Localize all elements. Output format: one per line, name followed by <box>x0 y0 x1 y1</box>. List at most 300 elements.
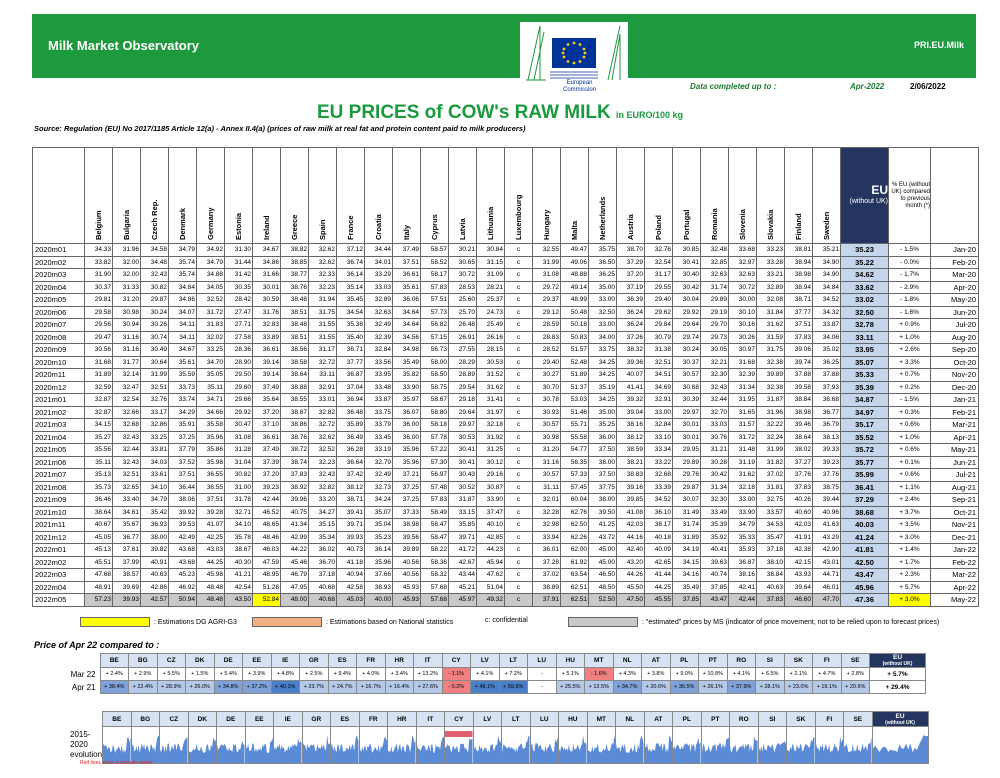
price-cell: 33.00 <box>589 319 617 332</box>
price-cell: 32.62 <box>309 256 337 269</box>
price-cell: 30.10 <box>729 306 757 319</box>
evolution-sparkline <box>616 727 644 763</box>
price-cell: 57.30 <box>421 456 449 469</box>
price-cell: 39.32 <box>617 394 645 407</box>
price-cell: 38.84 <box>785 394 813 407</box>
price-cell: 48.46 <box>253 531 281 544</box>
price-cell: 29.55 <box>645 281 673 294</box>
price-cell: 37.83 <box>757 594 785 607</box>
evolution-sparkline <box>217 727 245 763</box>
sparkline-cell <box>530 727 559 764</box>
price-cell: 34.67 <box>253 244 281 257</box>
period-cell: 2020m07 <box>33 319 85 332</box>
price-cell: 47.68 <box>85 569 113 582</box>
price-cell: 33.90 <box>477 494 505 507</box>
price-cell: 40.10 <box>477 519 505 532</box>
eu-price-cell: 47.36 <box>841 594 889 607</box>
price-cell: 35.13 <box>85 469 113 482</box>
price-cell: 36.00 <box>589 431 617 444</box>
price-cell: 44.26 <box>617 569 645 582</box>
month-cell: Jan-20 <box>931 244 979 257</box>
legend-estimated: : "estimated" prices by MS (indicator of price movement, not to be relied upon to forecast prices) <box>568 617 939 627</box>
price-cell: 32.89 <box>757 281 785 294</box>
price-cell: 38.81 <box>785 244 813 257</box>
price-cell: 30.05 <box>701 344 729 357</box>
price-cell: c <box>505 294 533 307</box>
price-cell: 35.39 <box>701 519 729 532</box>
eu-code: EU (without UK) <box>872 712 928 727</box>
price-cell: 30.76 <box>701 431 729 444</box>
price-cell: 30.57 <box>533 469 561 482</box>
price-cell: 36.61 <box>253 344 281 357</box>
price-cell: 29.81 <box>85 294 113 307</box>
table-row <box>33 344 979 357</box>
price-cell: 45.46 <box>281 556 309 569</box>
country-code: RO <box>727 654 756 668</box>
price-cell: 31.96 <box>113 244 141 257</box>
price-cell: 49.14 <box>561 281 589 294</box>
period-cell: 2021m08 <box>33 481 85 494</box>
price-cell: 42.49 <box>169 531 197 544</box>
price-cell: 32.63 <box>729 269 757 282</box>
table-row <box>33 556 979 569</box>
price-cell: 40.09 <box>645 544 673 557</box>
price-cell: 40.63 <box>757 581 785 594</box>
price-cell: 33.49 <box>701 506 729 519</box>
price-cell: c <box>505 281 533 294</box>
price-cell: 33.22 <box>645 456 673 469</box>
price-cell: 46.79 <box>281 569 309 582</box>
comparison-cell: + 7.2% <box>499 668 528 681</box>
pct-change-cell: + 1.4% <box>889 544 931 557</box>
price-cell: 41.72 <box>449 544 477 557</box>
period-cell: 2021m10 <box>33 506 85 519</box>
data-completed-line <box>690 82 946 91</box>
price-cell: 32.38 <box>757 381 785 394</box>
pct-change-cell: + 2.6% <box>889 344 931 357</box>
price-cell: 39.69 <box>113 581 141 594</box>
comparison-cell: + 40.1% <box>271 681 300 694</box>
month-cell: Oct-20 <box>931 356 979 369</box>
price-cell: 31.99 <box>757 444 785 457</box>
price-cell: 31.16 <box>533 456 561 469</box>
price-cell: 42.58 <box>337 581 365 594</box>
eu-price-cell: 41.24 <box>841 531 889 544</box>
price-cell: 30.24 <box>673 344 701 357</box>
country-code: GR <box>300 654 329 668</box>
price-cell: 58.50 <box>421 369 449 382</box>
price-cell: 31.41 <box>477 394 505 407</box>
country-code: GR <box>302 712 331 727</box>
comparison-cell: + 24.7% <box>328 681 357 694</box>
pct-change-cell: - 1.7% <box>889 269 931 282</box>
price-cell: 33.25 <box>197 344 225 357</box>
pct-change-cell: - 1.5% <box>889 244 931 257</box>
comparison-table <box>70 653 926 694</box>
eu-price-cell: 35.39 <box>841 381 889 394</box>
price-cell: 32.39 <box>365 331 393 344</box>
comparison-row-label: Apr 21 <box>71 682 96 692</box>
price-cell: 31.48 <box>729 444 757 457</box>
country-code: MT <box>585 654 614 668</box>
price-cell: 35.00 <box>589 406 617 419</box>
price-cell: 35.97 <box>393 394 421 407</box>
month-cell: May-20 <box>931 294 979 307</box>
price-cell: 37.51 <box>169 469 197 482</box>
price-cell: 42.03 <box>617 519 645 532</box>
period-cell: 2021m12 <box>33 531 85 544</box>
price-cell: 45.51 <box>85 556 113 569</box>
period-cell: 2022m04 <box>33 581 85 594</box>
price-cell: 38.21 <box>617 456 645 469</box>
price-cell: 38.83 <box>617 469 645 482</box>
price-cell: 32.63 <box>365 306 393 319</box>
price-cell: 31.75 <box>309 306 337 319</box>
period-cell: 2021m09 <box>33 494 85 507</box>
price-cell: 45.50 <box>617 581 645 594</box>
price-cell: 33.89 <box>253 331 281 344</box>
price-cell: 30.70 <box>533 381 561 394</box>
price-cell: 48.91 <box>85 581 113 594</box>
price-cell: 29.76 <box>673 469 701 482</box>
sparkline-cell <box>844 727 873 764</box>
comparison-cell: + 23.0% <box>784 681 813 694</box>
price-cell: 30.74 <box>141 331 169 344</box>
price-cell: 33.87 <box>813 319 841 332</box>
price-cell: 38.57 <box>113 569 141 582</box>
price-cell: 36.28 <box>337 444 365 457</box>
price-cell: 31.75 <box>757 344 785 357</box>
price-cell: 34.25 <box>589 394 617 407</box>
price-cell: 58.22 <box>421 544 449 557</box>
price-cell: 34.58 <box>141 244 169 257</box>
price-cell: 31.87 <box>757 394 785 407</box>
country-code: LU <box>530 712 559 727</box>
price-cell: 38.94 <box>785 256 813 269</box>
price-cell: 33.57 <box>757 506 785 519</box>
sparkline-cell <box>473 727 502 764</box>
price-cell: 37.76 <box>813 469 841 482</box>
price-cell: 40.41 <box>701 544 729 557</box>
price-cell: 38.71 <box>337 494 365 507</box>
price-cell: 34.64 <box>393 306 421 319</box>
price-cell: 33.61 <box>141 469 169 482</box>
month-cell: Feb-21 <box>931 406 979 419</box>
price-cell: 35.38 <box>337 319 365 332</box>
price-cell: 39.58 <box>785 381 813 394</box>
table-row <box>33 444 979 457</box>
price-cell: 41.63 <box>813 519 841 532</box>
comparison-cell: - <box>528 668 557 681</box>
price-cell: 37.83 <box>785 481 813 494</box>
price-cell: 40.18 <box>645 531 673 544</box>
country-code: CZ <box>157 654 186 668</box>
country-code: FR <box>359 712 388 727</box>
price-cell: 29.97 <box>449 419 477 432</box>
price-cell: 37.88 <box>785 369 813 382</box>
price-cell: 35.11 <box>197 381 225 394</box>
price-cell: 29.97 <box>673 406 701 419</box>
price-cell: 39.14 <box>253 369 281 382</box>
pct-change-cell: + 1.1% <box>889 481 931 494</box>
price-cell: 32.33 <box>309 269 337 282</box>
month-cell: Nov-20 <box>931 369 979 382</box>
comparison-cell: + 48.1% <box>471 681 500 694</box>
country-header <box>533 148 561 244</box>
price-cell: 32.86 <box>141 419 169 432</box>
price-cell: 31.99 <box>141 369 169 382</box>
sparkline-cell <box>701 727 730 764</box>
price-cell: 37.83 <box>281 469 309 482</box>
price-cell: 48.99 <box>561 294 589 307</box>
month-cell: Jan-21 <box>931 394 979 407</box>
price-cell: 28.59 <box>533 319 561 332</box>
price-cell: 31.21 <box>701 444 729 457</box>
price-cell: 32.52 <box>309 444 337 457</box>
price-cell: 30.04 <box>673 294 701 307</box>
price-cell: 36.00 <box>393 431 421 444</box>
country-header <box>253 148 281 244</box>
price-cell: 56.82 <box>421 319 449 332</box>
price-cell: 28.89 <box>449 369 477 382</box>
price-cell: 32.91 <box>309 381 337 394</box>
price-cell: 33.39 <box>645 481 673 494</box>
month-header <box>931 148 979 244</box>
table-row <box>33 544 979 557</box>
price-cell: 25.70 <box>449 306 477 319</box>
comparison-cell: + 25.5% <box>556 681 585 694</box>
sparkline-cell <box>274 727 303 764</box>
comparison-row <box>70 668 926 681</box>
price-cell: 34.84 <box>813 281 841 294</box>
price-cell: 37.10 <box>253 419 281 432</box>
comparison-cell: + 28.9% <box>157 681 186 694</box>
price-cell: 37.39 <box>253 456 281 469</box>
price-cell: c <box>505 594 533 607</box>
sparkline-cell <box>787 727 816 764</box>
comparison-row-label: Mar 22 <box>70 669 96 679</box>
price-cell: 35.86 <box>197 444 225 457</box>
evolution-sparkline <box>132 727 160 763</box>
evolution-sparkline <box>816 727 844 763</box>
price-cell: 33.19 <box>365 444 393 457</box>
price-cell: 38.58 <box>281 356 309 369</box>
price-cell: 35.59 <box>169 369 197 382</box>
price-cell: 36.77 <box>113 531 141 544</box>
price-cell: 31.09 <box>477 269 505 282</box>
month-cell: Apr-22 <box>931 581 979 594</box>
country-code: DE <box>214 654 243 668</box>
country-code: ES <box>328 654 357 668</box>
price-cell: 45.13 <box>85 544 113 557</box>
eu-price-cell: 42.50 <box>841 556 889 569</box>
price-cell: 36.02 <box>309 544 337 557</box>
pct-change-cell: + 3.5% <box>889 519 931 532</box>
price-cell: 31.89 <box>85 369 113 382</box>
country-header <box>393 148 421 244</box>
price-cell: 34.53 <box>757 519 785 532</box>
price-cell: 36.49 <box>337 431 365 444</box>
price-cell: 32.30 <box>701 369 729 382</box>
evolution-sparkline <box>673 727 701 763</box>
sparkline-cell <box>673 727 702 764</box>
price-cell: 26.48 <box>449 319 477 332</box>
price-cell: 37.25 <box>393 494 421 507</box>
price-cell: 29.47 <box>85 331 113 344</box>
price-cell: 35.07 <box>365 506 393 519</box>
price-cell: 45.98 <box>197 569 225 582</box>
price-cell: 31.74 <box>673 519 701 532</box>
price-cell: 34.79 <box>141 494 169 507</box>
price-cell: 38.48 <box>281 294 309 307</box>
country-code: IE <box>271 654 300 668</box>
price-cell: 49.32 <box>477 594 505 607</box>
price-cell: 34.90 <box>813 269 841 282</box>
price-cell: 35.98 <box>197 456 225 469</box>
price-cell: 36.24 <box>617 319 645 332</box>
price-cell: 34.86 <box>169 294 197 307</box>
price-cell: 38.10 <box>757 556 785 569</box>
price-cell: 25.49 <box>477 319 505 332</box>
price-cell: 46.01 <box>813 581 841 594</box>
price-cell: 35.15 <box>309 519 337 532</box>
price-cell: 30.93 <box>533 406 561 419</box>
price-cell: 51.89 <box>561 369 589 382</box>
price-cell: 33.40 <box>113 494 141 507</box>
price-cell: 32.43 <box>309 469 337 482</box>
price-cell: 32.22 <box>757 419 785 432</box>
price-cell: 39.89 <box>393 544 421 557</box>
price-cell: c <box>505 531 533 544</box>
price-cell: 31.94 <box>309 294 337 307</box>
price-cell: 35.42 <box>141 506 169 519</box>
sparkline-cell <box>388 727 417 764</box>
comparison-cell: + 6.5% <box>756 668 785 681</box>
comparison-cell: + 16.4% <box>385 681 414 694</box>
price-cell: 28.36 <box>225 344 253 357</box>
price-cell: 28.90 <box>225 356 253 369</box>
price-cell: 34.25 <box>589 356 617 369</box>
legend-dg-agri: : Estimations DG AGRI-G3 <box>80 617 237 627</box>
price-cell: 38.17 <box>645 519 673 532</box>
source-note: Source: Regulation (EU) No 2017/1185 Article 12(a) - Annex II.4(a) (prices of raw milk at real fat and protein content paid to milk producers) <box>34 124 526 133</box>
country-name: Greece <box>289 214 299 240</box>
month-cell: Mar-20 <box>931 269 979 282</box>
price-cell: 33.11 <box>309 369 337 382</box>
evolution-sparkline <box>160 727 188 763</box>
price-cell: 37.61 <box>113 544 141 557</box>
eu-price-cell: 35.33 <box>841 369 889 382</box>
price-cell: 38.48 <box>281 319 309 332</box>
table-row <box>33 531 979 544</box>
comparison-cell: + 5.4% <box>214 668 243 681</box>
price-cell: 34.05 <box>197 281 225 294</box>
price-cell: 37.33 <box>393 506 421 519</box>
price-cell: 42.41 <box>729 581 757 594</box>
price-cell: 36.10 <box>645 506 673 519</box>
price-cell: 39.28 <box>197 506 225 519</box>
price-cell: 46.92 <box>169 581 197 594</box>
price-cell: 29.64 <box>673 319 701 332</box>
price-cell: 46.50 <box>589 569 617 582</box>
price-cell: 34.15 <box>673 556 701 569</box>
price-cell: 62.00 <box>561 544 589 557</box>
price-cell: 58.52 <box>421 256 449 269</box>
price-cell: 42.38 <box>785 544 813 557</box>
price-cell: c <box>505 394 533 407</box>
period-cell: 2021m05 <box>33 444 85 457</box>
price-cell: 43.50 <box>225 594 253 607</box>
price-cell: 37.02 <box>533 569 561 582</box>
price-cell: 30.39 <box>673 394 701 407</box>
price-cell: 43.68 <box>169 556 197 569</box>
price-cell: 33.17 <box>141 406 169 419</box>
sparkline-cell <box>616 727 645 764</box>
price-cell: 31.17 <box>645 269 673 282</box>
price-cell: 41.41 <box>617 381 645 394</box>
price-cell: 43.72 <box>589 531 617 544</box>
country-name: Sweden <box>821 211 831 240</box>
country-name: Italy <box>401 224 411 240</box>
eu-price-cell: 33.95 <box>841 344 889 357</box>
price-cell: 51.46 <box>561 406 589 419</box>
price-cell: 35.40 <box>337 331 365 344</box>
country-code: PL <box>673 712 702 727</box>
price-cell: 30.41 <box>449 444 477 457</box>
sparkline-cell <box>131 727 160 764</box>
month-cell: Mar-22 <box>931 569 979 582</box>
price-cell: 35.96 <box>393 444 421 457</box>
price-cell: 38.84 <box>757 569 785 582</box>
country-code: NL <box>613 654 642 668</box>
country-code: FI <box>815 712 844 727</box>
price-cell: 34.16 <box>673 569 701 582</box>
price-cell: 31.42 <box>225 269 253 282</box>
price-cell: 38.70 <box>617 244 645 257</box>
price-cell: 34.64 <box>393 319 421 332</box>
pct-change-cell: + 3.7% <box>889 506 931 519</box>
eu-price-cell: 33.11 <box>841 331 889 344</box>
country-header <box>309 148 337 244</box>
price-cell: 36.77 <box>813 406 841 419</box>
price-cell: 38.59 <box>617 444 645 457</box>
table-row <box>33 494 979 507</box>
price-cell: 34.86 <box>253 256 281 269</box>
price-cell: 37.20 <box>253 406 281 419</box>
european-commission-wordmark: European Commission <box>563 80 597 93</box>
price-cell: 47.62 <box>477 569 505 582</box>
price-cell: 51.37 <box>561 381 589 394</box>
pct-change-cell: + 0.3% <box>889 406 931 419</box>
evolution-table <box>70 711 929 764</box>
price-cell: 36.61 <box>393 269 421 282</box>
price-cell: 37.18 <box>757 544 785 557</box>
country-header <box>85 148 113 244</box>
country-name: Belgium <box>93 210 103 240</box>
price-cell: 58.17 <box>421 269 449 282</box>
country-code: LT <box>502 712 531 727</box>
price-cell: 33.95 <box>365 369 393 382</box>
price-cell: 37.26 <box>617 331 645 344</box>
price-cell: 32.48 <box>701 244 729 257</box>
country-name: Latvia <box>457 218 467 240</box>
country-code: BE <box>103 712 132 727</box>
price-cell: 45.97 <box>449 594 477 607</box>
price-cell: 33.94 <box>533 531 561 544</box>
sparkline-cell <box>730 727 759 764</box>
price-cell: c <box>505 419 533 432</box>
price-cell: 32.43 <box>701 381 729 394</box>
